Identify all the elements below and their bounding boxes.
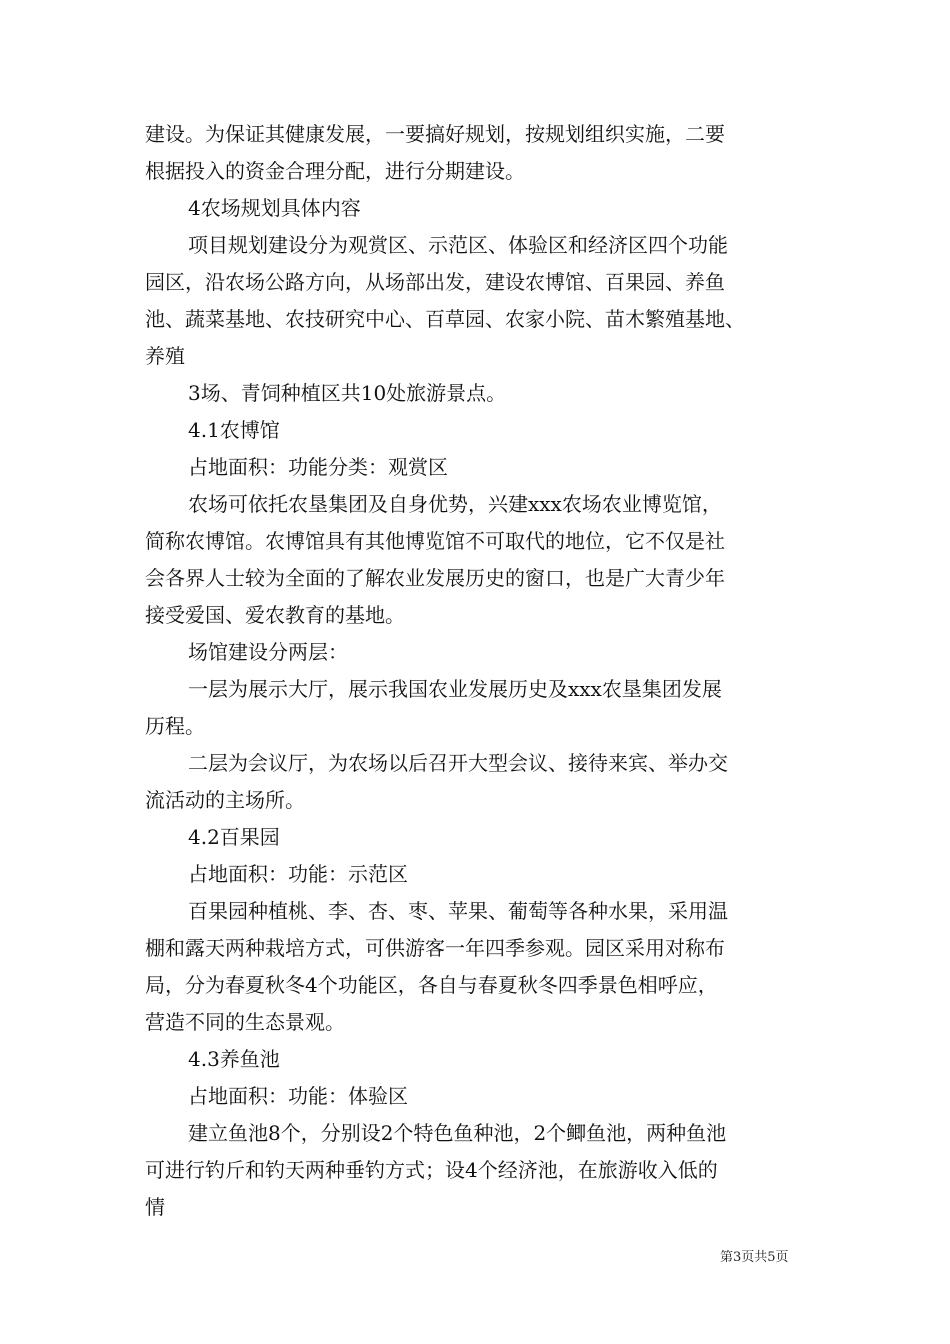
text-line: 棚和露天两种栽培方式，可供游客一年四季参观。园区采用对称布	[145, 936, 725, 960]
text-line: 4.1农博馆	[188, 418, 280, 442]
text-line: 4.2百果园	[188, 825, 280, 849]
text-line: 营造不同的生态景观。	[145, 1010, 345, 1034]
text-line: 3场、青饲种植区共10处旅游景点。	[188, 381, 507, 405]
text-line: 农场可依托农垦集团及自身优势，兴建xxx农场农业博览馆，	[188, 492, 722, 516]
text-line: 根据投入的资金合理分配，进行分期建设。	[145, 159, 525, 183]
text-line: 4.3养鱼池	[188, 1047, 280, 1071]
page-number: 第3页共5页	[720, 1250, 789, 1265]
text-line: 二层为会议厅，为农场以后召开大型会议、接待来宾、举办交	[188, 751, 728, 775]
text-line: 项目规划建设分为观赏区、示范区、体验区和经济区四个功能	[188, 233, 728, 257]
text-line: 建立鱼池8个，分别设2个特色鱼种池，2个鲫鱼池，两种鱼池	[188, 1121, 727, 1145]
text-line: 局，分为春夏秋冬4个功能区，各自与春夏秋冬四季景色相呼应，	[145, 973, 718, 997]
text-line: 情	[145, 1195, 165, 1219]
text-line: 会各界人士较为全面的了解农业发展历史的窗口，也是广大青少年	[145, 566, 725, 590]
text-line: 占地面积：功能：示范区	[188, 862, 408, 886]
text-line: 占地面积：功能分类：观赏区	[188, 455, 448, 479]
text-line: 接受爱国、爱农教育的基地。	[145, 603, 405, 627]
text-line: 百果园种植桃、李、杏、枣、苹果、葡萄等各种水果，采用温	[188, 899, 728, 923]
text-line: 一层为展示大厅，展示我国农业发展历史及xxx农垦集团发展	[188, 677, 722, 701]
text-line: 简称农博馆。农博馆具有其他博览馆不可取代的地位，它不仅是社	[145, 529, 725, 553]
document-body	[145, 116, 815, 1226]
text-line: 4农场规划具体内容	[188, 196, 361, 220]
text-line: 场馆建设分两层：	[188, 640, 348, 664]
text-line: 养殖	[145, 344, 185, 368]
text-line: 园区，沿农场公路方向，从场部出发，建设农博馆、百果园、养鱼	[145, 270, 725, 294]
text-line: 流活动的主场所。	[145, 788, 305, 812]
text-line: 池、蔬菜基地、农技研究中心、百草园、农家小院、苗木繁殖基地、	[145, 307, 745, 331]
text-line: 占地面积：功能：体验区	[188, 1084, 408, 1108]
text-line: 建设。为保证其健康发展，一要搞好规划，按规划组织实施，二要	[145, 122, 725, 146]
text-line: 可进行钓斤和钓天两种垂钓方式；设4个经济池，在旅游收入低的	[145, 1158, 718, 1182]
text-line: 历程。	[145, 714, 205, 738]
